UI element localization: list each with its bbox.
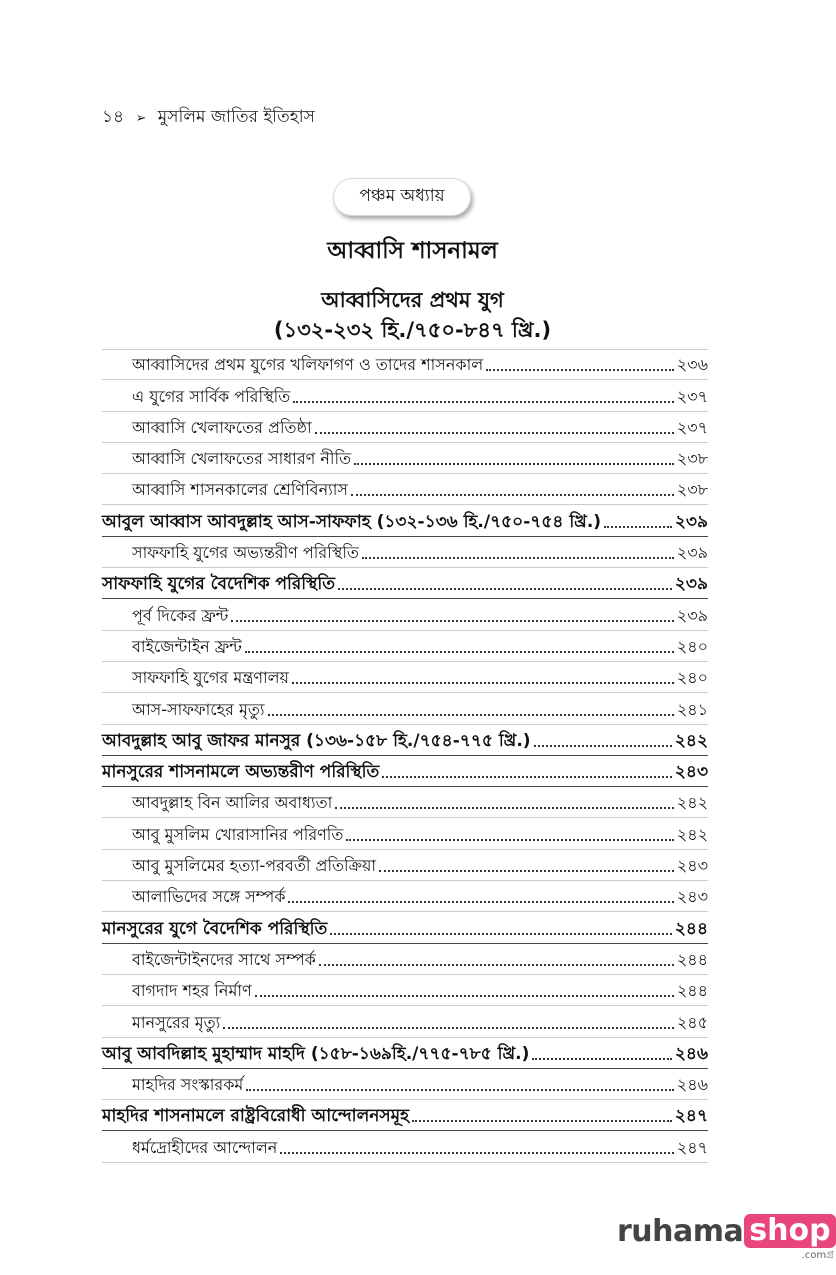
dot-leader xyxy=(319,964,674,966)
toc-entry-title: ধর্মদ্রোহীদের আন্দোলন xyxy=(132,1137,278,1157)
page-number: ১৪ xyxy=(102,107,125,127)
toc-entry-title: আলাভিদের সঙ্গে সম্পর্ক xyxy=(132,887,286,907)
toc-entry xyxy=(102,850,708,881)
toc-entry xyxy=(102,1131,708,1162)
toc-entry-title: আস-সাফফাহের মৃত্যু xyxy=(132,699,265,719)
dot-leader xyxy=(486,369,674,371)
toc-entry xyxy=(102,474,708,505)
toc-entry-page: ২৩৯ xyxy=(674,511,708,532)
toc-entry-page: ২৪৭ xyxy=(676,1137,708,1157)
toc-entry-page: ২৩৭ xyxy=(676,386,708,406)
chapter-label: পঞ্চম অধ্যায় xyxy=(333,178,471,216)
logo-word: ruhama xyxy=(617,1214,744,1249)
toc-entry-page: ২৪১ xyxy=(676,699,708,719)
toc-entry-page: ২৪৩ xyxy=(674,762,708,783)
dot-leader xyxy=(280,1152,673,1154)
toc-entry xyxy=(102,631,708,662)
dot-leader xyxy=(354,463,674,465)
dot-leader xyxy=(335,807,673,809)
toc-entry-page: ২৪২ xyxy=(674,730,708,751)
toc-entry-page: ২৩৮ xyxy=(676,480,708,500)
toc-entry-title: মাহদির শাসনামলে রাষ্ট্রবিরোধী আন্দোলনসমূহ xyxy=(102,1106,410,1127)
toc-entry-title: আবদুল্লাহ বিন আলির অবাধ্যতা xyxy=(132,793,333,813)
toc-entry-page: ২৩৬ xyxy=(676,355,708,375)
dot-leader xyxy=(604,526,672,528)
dot-leader xyxy=(293,401,674,403)
toc-entry xyxy=(102,1038,708,1069)
dot-leader xyxy=(231,620,673,622)
toc-entry-title: সাফফাহি যুগের বৈদেশিক পরিস্থিতি xyxy=(102,574,336,595)
toc-entry xyxy=(102,725,708,756)
dot-leader xyxy=(268,714,674,716)
toc-entry-title: আবু মুসলিম খোরাসানির পরিণতি xyxy=(132,824,344,844)
dot-leader xyxy=(532,1058,672,1060)
toc-entry xyxy=(102,1006,708,1037)
toc-entry-page: ২৩৮ xyxy=(676,449,708,469)
toc-entry-title: আবদুল্লাহ আবু জাফর মানসুর (১৩৬-১৫৮ হি./৭৫৪-৭৭৫ খ্রি.) xyxy=(102,730,531,751)
dot-leader xyxy=(379,870,674,872)
dot-leader xyxy=(534,745,672,747)
toc-entry-title: এ যুগের সার্বিক পরিস্থিতি xyxy=(132,386,291,406)
dot-leader xyxy=(346,839,673,841)
toc-entry-page: ২৪৬ xyxy=(676,1075,708,1095)
toc-entry xyxy=(102,662,708,693)
toc-entry-title: বাইজেন্টাইন ফ্রন্ট xyxy=(132,636,242,656)
arrow-separator-icon: ➢ xyxy=(135,111,147,126)
section-date-range: (১৩২-২৩২ হি./৭৫০-৮৪৭ খ্রি.) xyxy=(273,318,552,342)
toc-entry-title: বাইজেন্টাইনদের সাথে সম্পর্ক xyxy=(132,949,316,969)
toc-entry-page: ২৪৭ xyxy=(674,1106,708,1127)
dot-leader xyxy=(338,588,672,590)
logo-badge: shop xyxy=(744,1214,835,1248)
part-title: আব্বাসি শাসনামল xyxy=(327,238,498,264)
toc-entry xyxy=(102,975,708,1006)
dot-leader xyxy=(330,933,672,935)
toc-entry-page: ২৪২ xyxy=(676,793,708,813)
toc-entry xyxy=(102,912,708,943)
toc-entry-page: ২৪০ xyxy=(676,636,708,656)
toc-entry-title: মাহদির সংস্কারকর্ম xyxy=(132,1075,244,1095)
dot-leader xyxy=(412,1120,672,1122)
toc-entry xyxy=(102,1100,708,1131)
dot-leader xyxy=(255,995,674,997)
dot-leader xyxy=(245,651,674,653)
toc-entry xyxy=(102,505,708,536)
toc-entry-title: মানসুরের যুগে বৈদেশিক পরিস্থিতি xyxy=(102,918,328,939)
running-head xyxy=(102,104,315,132)
toc-entry-title: পূর্ব দিকের ফ্রন্ট xyxy=(132,605,229,625)
toc-entry-title: মানসুরের মৃত্যু xyxy=(132,1012,221,1032)
toc-entry xyxy=(102,756,708,787)
toc-entry-page: ২৪২ xyxy=(676,824,708,844)
section-title: আব্বাসিদের প্রথম যুগ xyxy=(321,288,504,312)
toc-entry xyxy=(102,693,708,724)
dot-leader xyxy=(288,901,673,903)
toc-entry xyxy=(102,412,708,443)
dot-leader xyxy=(351,494,674,496)
dot-leader xyxy=(246,1089,673,1091)
dot-leader xyxy=(382,776,672,778)
logo-suffix: .comগ্র xyxy=(801,1250,834,1261)
toc-entry-page: ২৪০ xyxy=(676,668,708,688)
toc-entry xyxy=(102,599,708,630)
book-title: মুসলিম জাতির ইতিহাস xyxy=(157,107,315,127)
toc-entry-title: আব্বাসি খেলাফতের প্রতিষ্ঠা xyxy=(132,417,312,437)
toc-entry-title: আব্বাসি খেলাফতের সাধারণ নীতি xyxy=(132,449,352,469)
toc-entry-page: ২৩৭ xyxy=(676,417,708,437)
toc-entry xyxy=(102,380,708,411)
toc-entry-page: ২৪৪ xyxy=(676,949,708,969)
toc-entry-title: সাফফাহি যুগের মন্ত্রণালয় xyxy=(132,668,289,688)
toc-entry-page: ২৩৯ xyxy=(676,543,708,563)
ruhamashop-logo xyxy=(617,1213,836,1261)
toc-entry-title: আবু আবদিল্লাহ মুহাম্মাদ মাহদি (১৫৮-১৬৯হি./৭৭৫-৭৮৫ খ্রি.) xyxy=(102,1043,530,1064)
toc-entry xyxy=(102,787,708,818)
toc-entry-title: আবুল আব্বাস আবদুল্লাহ আস-সাফফাহ (১৩২-১৩৬ হি./৭৫০-৭৫৪ খ্রি.) xyxy=(102,511,602,532)
dot-leader xyxy=(315,432,674,434)
toc-entry-page: ২৪৫ xyxy=(676,1012,708,1032)
dot-leader xyxy=(292,682,674,684)
table-of-contents xyxy=(102,349,708,1163)
dot-leader xyxy=(223,1027,674,1029)
toc-entry xyxy=(102,1069,708,1100)
toc-entry-page: ২৩৯ xyxy=(674,574,708,595)
toc-entry-page: ২৪৩ xyxy=(676,887,708,907)
toc-entry xyxy=(102,818,708,849)
toc-entry xyxy=(102,537,708,568)
toc-entry-title: বাগদাদ শহর নির্মাণ xyxy=(132,981,252,1001)
toc-entry-page: ২৩৯ xyxy=(676,605,708,625)
toc-entry-page: ২৪৬ xyxy=(674,1043,708,1064)
toc-entry-title: আব্বাসিদের প্রথম যুগের খলিফাগণ ও তাদের শাসনকাল xyxy=(132,355,484,375)
toc-entry-title: আব্বাসি শাসনকালের শ্রেণিবিন্যাস xyxy=(132,480,348,500)
toc-entry xyxy=(102,443,708,474)
toc-entry xyxy=(102,568,708,599)
toc-entry-title: আবু মুসলিমের হত্যা-পরবর্তী প্রতিক্রিয়া xyxy=(132,856,377,876)
toc-entry-title: সাফফাহি যুগের অভ্যন্তরীণ পরিস্থিতি xyxy=(132,543,359,563)
toc-entry-page: ২৪৪ xyxy=(674,918,708,939)
toc-entry xyxy=(102,944,708,975)
toc-entry-page: ২৪৪ xyxy=(676,981,708,1001)
toc-entry-title: মানসুরের শাসনামলে অভ্যন্তরীণ পরিস্থিতি xyxy=(102,762,380,783)
toc-entry-page: ২৪৩ xyxy=(676,856,708,876)
toc-entry xyxy=(102,881,708,912)
toc-entry xyxy=(102,349,708,380)
dot-leader xyxy=(362,557,674,559)
